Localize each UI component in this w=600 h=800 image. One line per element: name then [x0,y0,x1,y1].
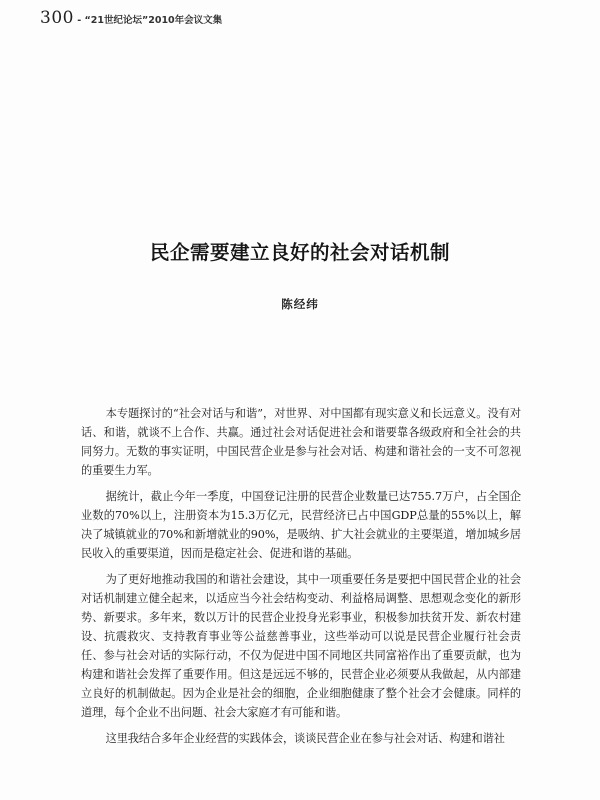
body-paragraph: 为了更好地推动我国的和谐社会建设，其中一项重要任务是要把中国民营企业的社会对话机制建立健全起来，以适应当今社会结构变动、利益格局调整、思想观念变化的新形势、新要求。多年来，数以万计的民营企业投身光彩事业，积极参加扶贫开发、新农村建设、抗震救灾、支持教育事业等公益慈善事业，这些举动可以说是民营企业履行社会责任、参与社会对话的实际行动，不仅为促进中国不同地区共同富裕作出了重要贡献，也为构建和谐社会发挥了重要作用。但这是远远不够的，民营企业必须要从我做起，从内部建立良好的机制做起。因为企业是社会的细胞，企业细胞健康了整个社会才会健康。同样的道理，每个企业不出问题、社会大家庭才有可能和谐。 [81,573,521,719]
body-paragraph: 这里我结合多年企业经营的实践体会，谈谈民营企业在参与社会对话、构建和谐社 [105,732,505,745]
article-title: 民企需要建立良好的社会对话机制 [149,241,450,264]
body-paragraph: 据统计，截止今年一季度，中国登记注册的民营企业数量已达755.7万户，占全国企业数的70%以上，注册资本为15.3万亿元，民营经济已占中国GDP总量的55%以上，解决了城镇就业的70%和新增就业的90%，是吸纳、扩大社会就业的主要渠道，增加城乡居民收入的重要渠道，因而是稳定社会、促进和谐的基础。 [81,490,521,560]
article-body [81,404,521,755]
page-number: 300 [40,8,74,28]
author-name: 陈经纬 [281,297,319,311]
running-title: - “21世纪论坛”2010年会议文集 [73,15,223,26]
body-paragraph: 本专题探讨的“社会对话与和谐”，对世界、对中国都有现实意义和长远意义。没有对话、和谐，就谈不上合作、共赢。通过社会对话促进社会和谐要靠各级政府和全社会的共同努力。无数的事实证明，中国民营企业是参与社会对话、构建和谐社会的一支不可忽视的重要生力军。 [81,407,521,477]
running-title-text: “21世纪论坛”2010年会议文集 [84,15,223,26]
running-header [40,8,222,31]
